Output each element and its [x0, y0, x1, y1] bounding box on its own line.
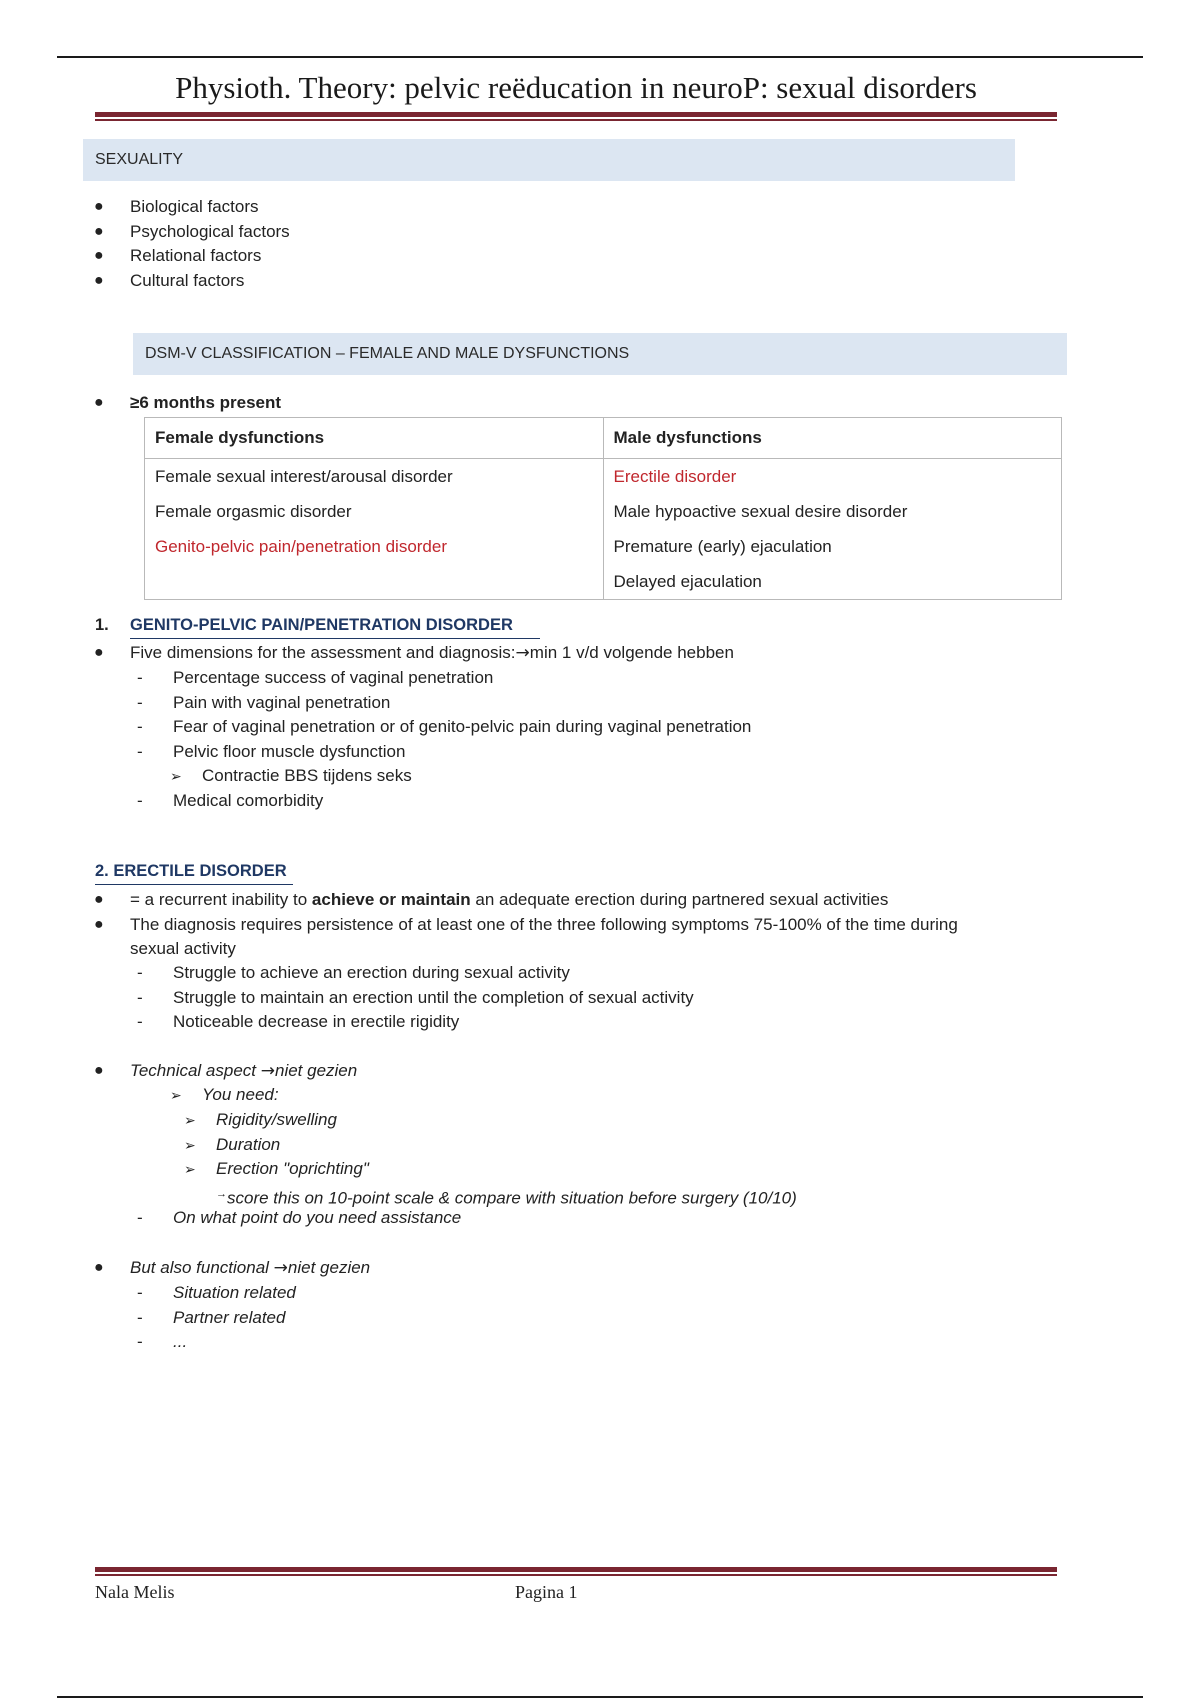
section2-diagnosis: ● The diagnosis requires persistence of at least one of the three following symptoms 75-100% of the time during [94, 914, 958, 934]
table-row [145, 459, 1062, 495]
list-item: - Noticeable decrease in erectile rigidity [137, 1012, 460, 1031]
sexuality-heading-text: SEXUALITY [95, 151, 184, 168]
table-row [145, 529, 1062, 564]
list-item: ● Cultural factors [94, 270, 245, 290]
assistance-list [137, 1206, 462, 1231]
page-top-rule [57, 56, 1143, 58]
table-cell [145, 564, 604, 600]
list-item: - Fear of vaginal penetration or of genito-pelvic pain during vaginal penetration [137, 717, 752, 736]
symptom-list [137, 961, 694, 1035]
section1-intro: ● Five dimensions for the assessment and diagnosis:→min 1 v/d volgende hebben [94, 643, 734, 663]
section2-definition-list [94, 888, 1060, 962]
page-title: Physioth. Theory: pelvic reëducation in neuroP: sexual disorders [175, 70, 977, 105]
section2-definition: ● = a recurrent inability to achieve or maintain an adequate erection during partnered sexual activities [94, 890, 889, 909]
list-item: - Struggle to achieve an erection during sexual activity [137, 963, 570, 982]
dsm-heading-text: DSM-V CLASSIFICATION – FEMALE AND MALE DYSFUNCTIONS [145, 345, 630, 362]
list-item: - Pain with vaginal penetration [137, 692, 391, 712]
list-item: - Medical comorbidity [137, 791, 324, 810]
list-item: - Pelvic floor muscle dysfunction [137, 741, 406, 761]
sexuality-heading [83, 139, 1015, 181]
section1-last-dimension [137, 789, 324, 814]
footer-author: Nala Melis [95, 1582, 175, 1602]
list-item: - On what point do you need assistance [137, 1208, 462, 1227]
score-note: →score this on 10-point scale & compare with situation before surgery (10/10) [216, 1188, 797, 1208]
list-item: ● Biological factors [94, 197, 259, 216]
functional-items [137, 1281, 296, 1355]
section2-diagnosis-cont: sexual activity [130, 939, 236, 958]
list-item: - Percentage success of vaginal penetration [137, 668, 494, 687]
page-bottom-rule [57, 1696, 1143, 1698]
list-item: ➢ Duration [184, 1134, 281, 1154]
table-cell-highlight: Genito-pelvic pain/penetration disorder [145, 529, 604, 564]
dsm-duration: ● ≥6 months present [94, 393, 282, 412]
table-cell: Premature (early) ejaculation [603, 529, 1062, 564]
section1-dimension-list [137, 666, 752, 764]
list-item: - Partner related [137, 1307, 286, 1327]
table-cell: Delayed ejaculation [603, 564, 1062, 600]
title-underline [95, 112, 1057, 121]
table-header-row [145, 418, 1062, 459]
functional-aspect: ● But also functional →niet gezien [94, 1258, 371, 1278]
table-row [145, 494, 1062, 529]
list-item: ● Psychological factors [94, 221, 290, 241]
section1-number: 1. [95, 616, 109, 634]
technical-aspect: ● Technical aspect →niet gezien [94, 1061, 358, 1081]
table-cell: Female orgasmic disorder [145, 494, 604, 529]
functional-list [94, 1256, 371, 1281]
you-need: ➢ You need: [170, 1085, 279, 1104]
technical-aspect-list [94, 1059, 358, 1084]
dsm-duration-list [94, 391, 282, 416]
female-column-header: Female dysfunctions [145, 418, 604, 459]
list-item: - Situation related [137, 1283, 296, 1302]
section1-heading: GENITO-PELVIC PAIN/PENETRATION DISORDER [130, 616, 513, 635]
list-item: ➢ Erection "oprichting" [184, 1159, 369, 1178]
footer-rule [95, 1567, 1057, 1576]
section1-intro-list [94, 641, 734, 666]
section2-heading: 2. ERECTILE DISORDER [95, 862, 287, 881]
sexuality-factor-list [94, 195, 290, 293]
table-cell-highlight: Erectile disorder [603, 459, 1062, 495]
you-need-list [170, 1083, 279, 1108]
list-item: - ... [137, 1332, 188, 1351]
male-column-header: Male dysfunctions [603, 418, 1062, 459]
list-item: ➢ Rigidity/swelling [184, 1110, 337, 1129]
list-item: ● Relational factors [94, 246, 262, 265]
footer-page-number: Pagina 1 [515, 1582, 578, 1602]
dsm-dysfunction-table [144, 417, 1062, 600]
table-row [145, 564, 1062, 600]
needs-list [184, 1108, 369, 1182]
pelvic-sub-list [170, 764, 412, 789]
list-item: ➢ Contractie BBS tijdens seks [170, 766, 412, 785]
dsm-heading [133, 333, 1067, 375]
table-cell: Female sexual interest/arousal disorder [145, 459, 604, 495]
table-cell: Male hypoactive sexual desire disorder [603, 494, 1062, 529]
list-item: - Struggle to maintain an erection until the completion of sexual activity [137, 987, 694, 1007]
